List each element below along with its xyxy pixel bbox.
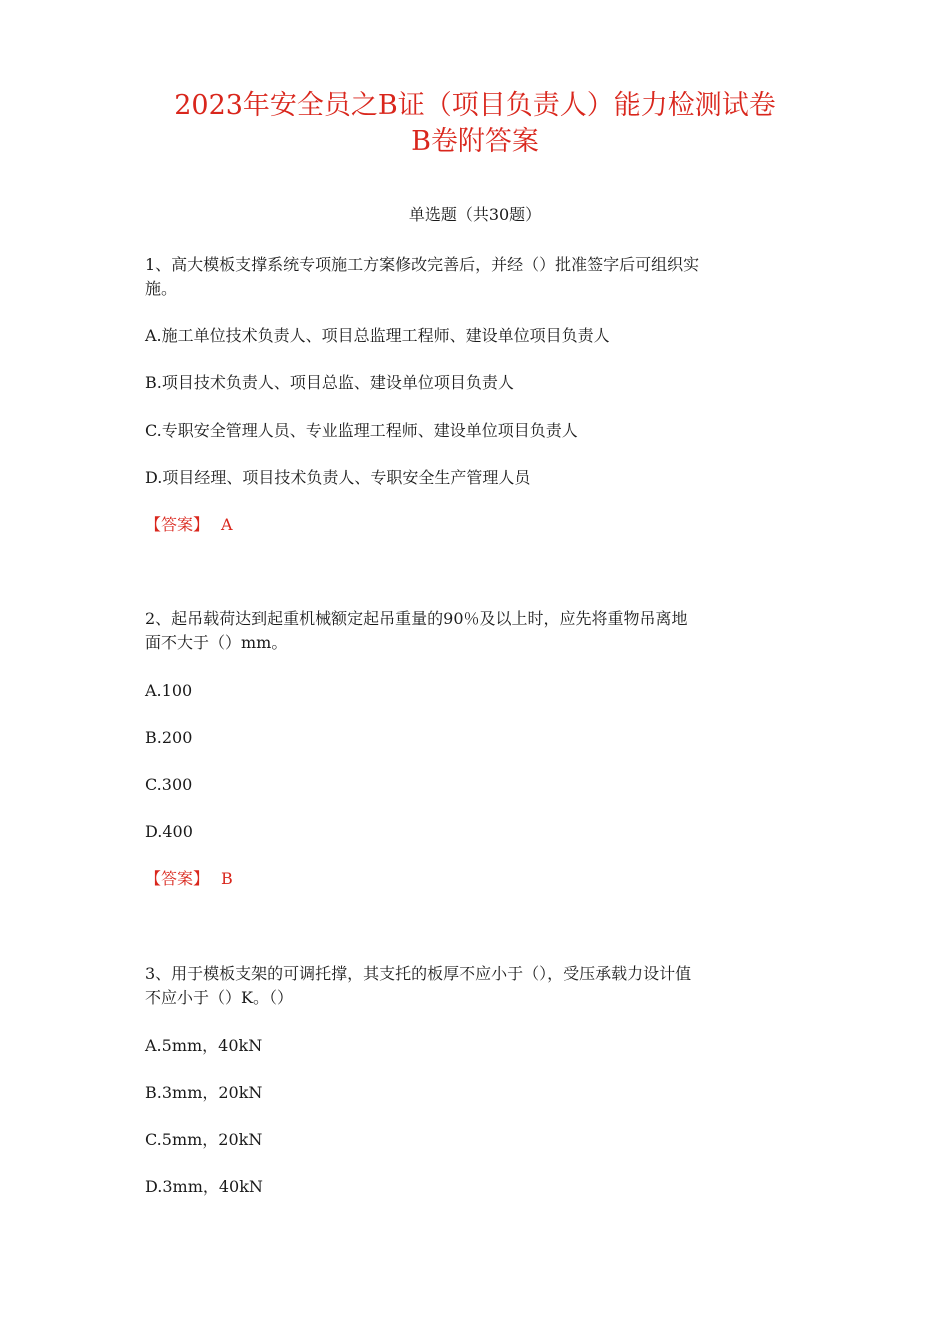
question-2-stem-line-1: 2、起吊载荷达到起重机械额定起吊重量的90％及以上时，应先将重物吊离地 <box>145 609 688 628</box>
question-2-option-d: D.400 <box>145 822 193 841</box>
question-1-option-c: C.专职安全管理人员、专业监理工程师、建设单位项目负责人 <box>145 421 578 440</box>
question-2-option-c: C.300 <box>145 775 193 794</box>
question-3-option-c: C.5mm，20kN <box>145 1130 263 1149</box>
question-1-stem-line-1: 1、高大模板支撑系统专项施工方案修改完善后，并经（）批准签字后可组织实 <box>145 255 700 274</box>
title-line-1: 2023年安全员之B证（项目负责人）能力检测试卷 <box>174 90 776 121</box>
answer-label: 【答案】 <box>145 515 210 534</box>
answer-value: B <box>221 869 233 888</box>
title-line-2: B卷附答案 <box>411 126 539 157</box>
question-2-option-b: B.200 <box>145 728 193 747</box>
answer-label: 【答案】 <box>145 869 210 888</box>
question-3-option-a: A.5mm，40kN <box>145 1036 263 1055</box>
question-3-stem-line-1: 3、用于模板支架的可调托撑，其支托的板厚不应小于（），受压承载力设计值 <box>145 964 692 983</box>
question-1-stem-line-2: 施。 <box>145 279 178 298</box>
section-heading: 单选题（共30题） <box>408 205 542 224</box>
answer-value: A <box>221 515 233 534</box>
question-3-stem-line-2: 不应小于（）K。（） <box>145 988 293 1007</box>
question-1-option-b: B.项目技术负责人、项目总监、建设单位项目负责人 <box>145 373 514 392</box>
document-title <box>100 88 850 160</box>
question-1-option-a: A.施工单位技术负责人、项目总监理工程师、建设单位项目负责人 <box>145 326 610 345</box>
question-2-answer <box>145 867 233 891</box>
question-1-option-d: D.项目经理、项目技术负责人、专职安全生产管理人员 <box>145 468 531 487</box>
question-3-option-b: B.3mm，20kN <box>145 1083 263 1102</box>
question-3-option-d: D.3mm，40kN <box>145 1177 263 1196</box>
question-2-option-a: A.100 <box>145 681 193 700</box>
question-1-answer <box>145 513 233 537</box>
question-2-stem-line-2: 面不大于（）mm。 <box>145 633 288 652</box>
